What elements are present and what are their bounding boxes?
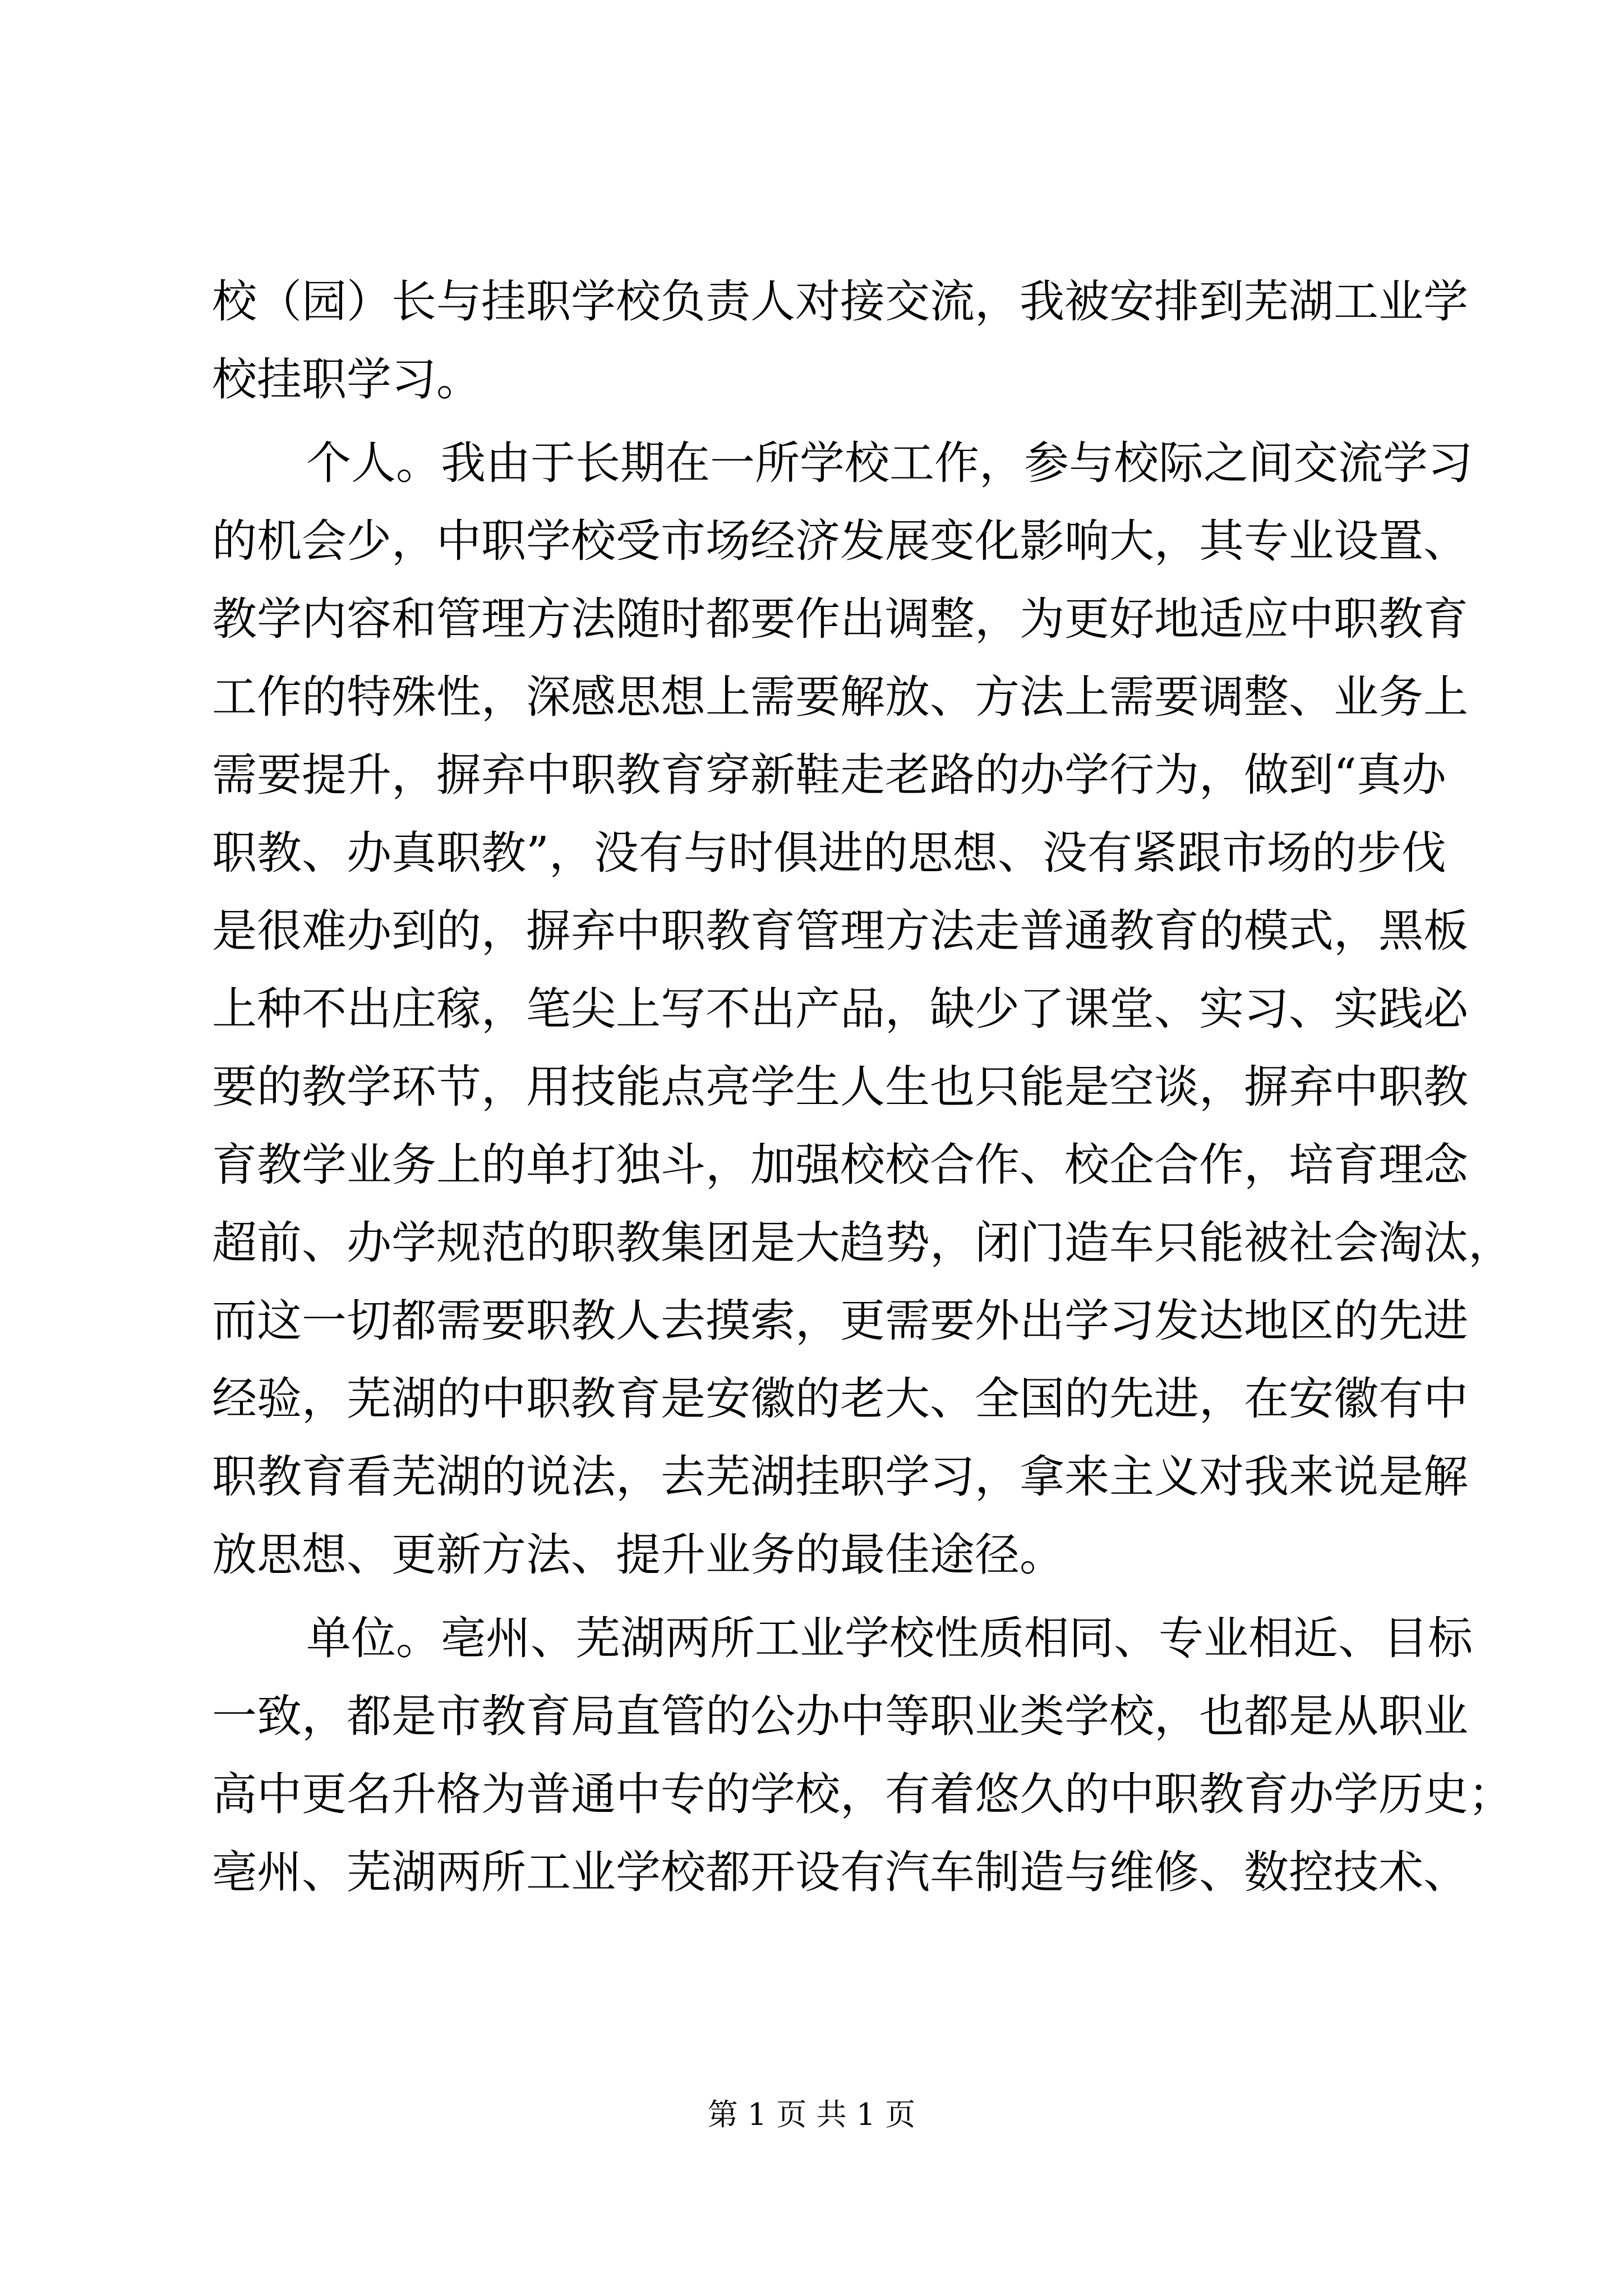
- text-line: 个人。我由于长期在一所学校工作，参与校际之间交流学习: [306, 437, 1473, 489]
- text-line: 单位。亳州、芜湖两所工业学校性质相同、专业相近、目标: [306, 1612, 1473, 1664]
- paragraph-gap: [212, 418, 1429, 424]
- text-line: 职教育看芜湖的说法，去芜湖挂职学习，拿来主义对我来说是解: [212, 1451, 1468, 1503]
- text-line: 职教、办真职教”，没有与时俱进的思想、没有紧跟市场的步伐: [212, 827, 1446, 879]
- text-line: 一致，都是市教育局直管的公办中等职业类学校，也都是从职业: [212, 1690, 1468, 1742]
- paragraph: [212, 263, 1468, 418]
- text-line: 放思想、更新方法、提升业务的最佳途径。: [212, 1529, 1064, 1581]
- text-line: 工作的特殊性，深感思想上需要解放、方法上需要调整、业务上: [212, 671, 1468, 723]
- page-footer: 第 1 页 共 1 页: [707, 2097, 916, 2132]
- text-line: 育教学业务上的单打独斗，加强校校合作、校企合作，培育理念: [212, 1139, 1468, 1191]
- text-line: 经验，芜湖的中职教育是安徽的老大、全国的先进，在安徽有中: [212, 1373, 1468, 1425]
- paragraph-gap: [212, 1594, 1429, 1599]
- text-line: 校挂职学习。: [212, 353, 481, 406]
- text-line: 要的教学环节，用技能点亮学生人生也只能是空谈，摒弃中职教: [212, 1061, 1468, 1113]
- text-line: 高中更名升格为普通中专的学校，有着悠久的中职教育办学历史；: [212, 1768, 1513, 1820]
- paragraph: [212, 1599, 1513, 1911]
- text-line: 上种不出庄稼，笔尖上写不出产品，缺少了课堂、实习、实践必: [212, 983, 1468, 1035]
- text-line: 而这一切都需要职教人去摸索，更需要外出学习发达地区的先进: [212, 1295, 1468, 1347]
- text-line: 校（园）长与挂职学校负责人对接交流，我被安排到芜湖工业学: [212, 275, 1468, 328]
- document-body: [212, 263, 1513, 1911]
- text-line: 的机会少，中职学校受市场经济发展变化影响大，其专业设置、: [212, 515, 1468, 567]
- text-line: 是很难办到的，摒弃中职教育管理方法走普通教育的模式，黑板: [212, 905, 1468, 957]
- text-line: 需要提升，摒弃中职教育穿新鞋走老路的办学行为，做到“真办: [212, 749, 1446, 801]
- text-line: 教学内容和管理方法随时都要作出调整，为更好地适应中职教育: [212, 593, 1468, 645]
- text-line: 超前、办学规范的职教集团是大趋势，闭门造车只能被社会淘汰，: [212, 1217, 1513, 1269]
- text-line: 亳州、芜湖两所工业学校都开设有汽车制造与维修、数控技术、: [212, 1846, 1468, 1898]
- paragraph: [212, 424, 1513, 1594]
